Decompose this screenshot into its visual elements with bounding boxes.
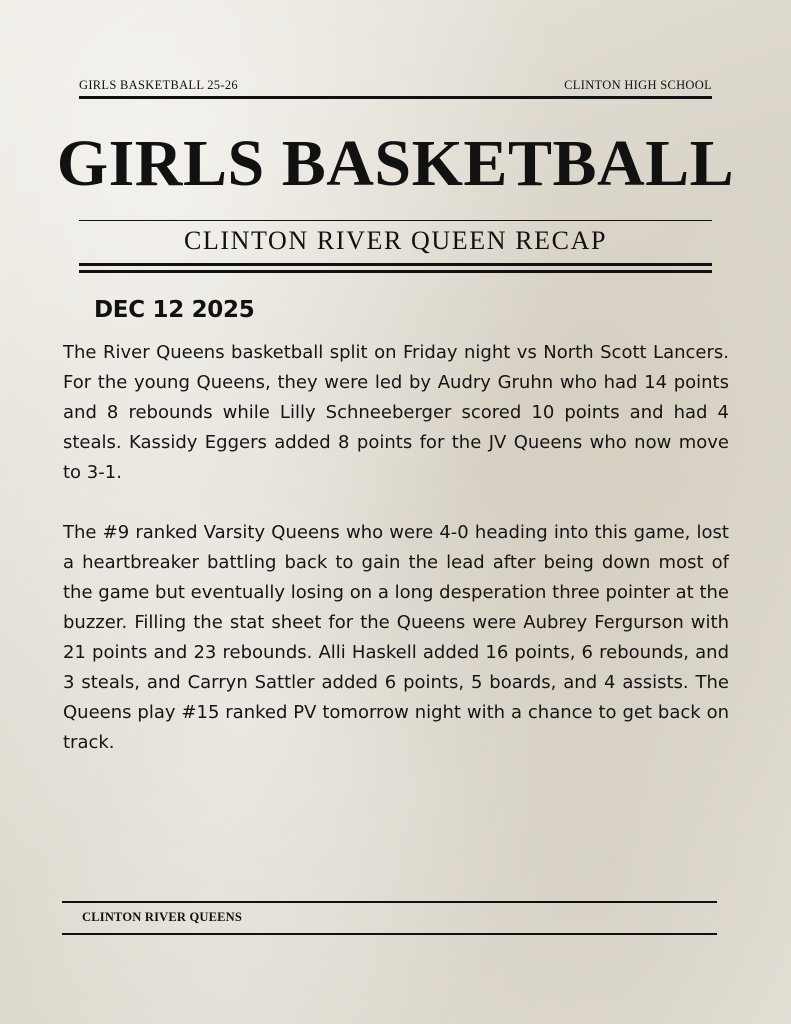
article-paragraph: The #9 ranked Varsity Queens who were 4-0 heading into this game, lost a heartbreaker battling back to gain the lead after being down most of the game but eventually losing on a long desperation three pointer at the buzzer. Filling the stat sheet for the Queens were Aubrey Fergurson with 21 points and 23 rebounds. Alli Haskell added 16 points, 6 rebounds, and 3 steals, and Carryn Sattler added 6 points, 5 boards, and 4 assists. The Queens play #15 ranked PV tomorrow night with a chance to get back on track. [63, 522, 729, 753]
footer-top-rule [62, 901, 717, 903]
article-paragraph: The River Queens basketball split on Friday night vs North Scott Lancers. For the young Queens, they were led by Audry Gruhn who had 14 points and 8 rebounds while Lilly Schneeberger scored 10 points and had 4 steals. Kassidy Eggers added 8 points for the JV Queens who now move to 3-1. [63, 342, 729, 483]
article-body [63, 338, 729, 788]
school-label: CLINTON HIGH SCHOOL [564, 78, 712, 92]
top-thick-rule [79, 96, 712, 99]
season-label: GIRLS BASKETBALL 25-26 [79, 78, 238, 92]
masthead-title: GIRLS BASKETBALL [56, 127, 735, 200]
footer-bottom-rule [62, 933, 717, 935]
top-meta-bar [79, 78, 712, 94]
subtitle-top-rule [79, 220, 712, 221]
article-date: DEC 12 2025 [94, 297, 255, 323]
subtitle-bottom-rule-2 [79, 270, 712, 273]
footer-label: CLINTON RIVER QUEENS [82, 910, 243, 924]
subtitle-bottom-rule-1 [79, 263, 712, 266]
masthead-subtitle: CLINTON RIVER QUEEN RECAP [183, 226, 608, 255]
